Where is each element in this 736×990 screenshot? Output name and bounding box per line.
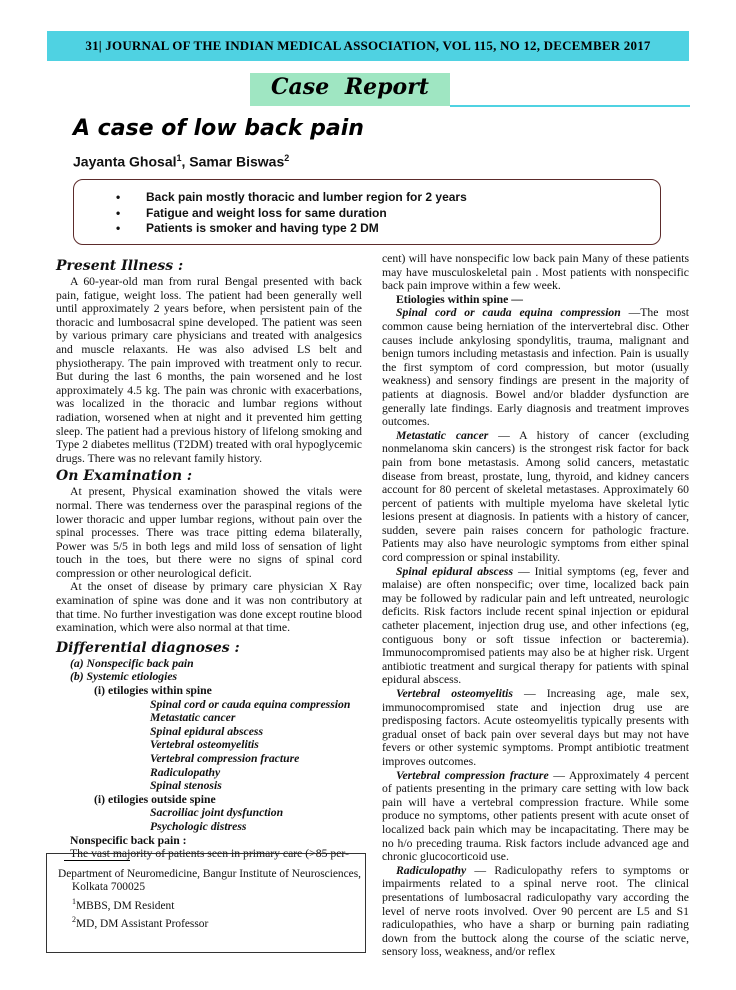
continued-text: cent) will have nonspecific low back pain Many of these patients may have musculoskeletal pain . Most patients with nonspecific back pain improve within a few week. (382, 252, 689, 293)
author-list (73, 153, 289, 170)
examination-heading: On Examination : (56, 468, 193, 485)
etiology-paragraph (382, 565, 689, 687)
differential-entry: Vertebral osteomyelitis (150, 738, 259, 752)
etiology-paragraph (382, 864, 689, 959)
footnote-rule (64, 860, 130, 861)
author-name: Samar Biswas (189, 153, 285, 170)
highlights-list (116, 190, 467, 237)
etiology-term: Vertebral osteomyelitis (396, 687, 513, 700)
differential-entry: Spinal epidural abscess (150, 724, 263, 738)
author-separator: , (181, 153, 190, 170)
etiology-paragraph (382, 429, 689, 565)
footnote-text: MBBS, DM Resident (76, 899, 175, 912)
present-illness-heading: Present Illness : (56, 258, 184, 274)
differential-entry: Spinal stenosis (150, 779, 222, 793)
etiology-text: — Initial symptoms (eg, fever and malaise) are often nonspecific; over time, localized back pain may be followed by radicular pain and left untreated, neurologic deficits. Risk factors include recent spinal injection or epidural catheter placement, injection drug use, and other infections (eg, contiguous bony or soft tissue infection or bacteremia). Immunocompromised patients may also be at higher risk. Urgent antibiotic treatment and surgical therapy for patients with spinal epidural abscess. (382, 564, 689, 687)
etiology-text: — Increasing age, male sex, immunocompromised state and injection drug use are predisposing factors. Acute osteomyelitis typically presents with gradual onset of back pain over several days but may not have fevers or other systemic symptoms. Prompt antibiotic treatment improves outcomes. (382, 687, 689, 768)
differential-entry: Metastatic cancer (150, 711, 236, 725)
etiology-paragraph (382, 306, 689, 428)
etiology-term: Spinal epidural abscess (396, 564, 514, 578)
highlight-text: Patients is smoker and having type 2 DM (146, 221, 379, 235)
examination-paragraph: At present, Physical examination showed the vitals were normal. There was tenderness over the paraspinal regions of the lower thoracic and upper lumbar regions, without pain over the spinal processes. There was trace pitting edema bilaterally, Power was 5/5 in both legs and mild loss of sensation of light touch in the toes, but there were no signs of spinal cord compression or other neurological deficit. (56, 485, 362, 580)
bullet-icon: • (116, 190, 121, 204)
footnote-mark: 1 (72, 896, 76, 906)
etiology-term: Spinal cord or cauda equina compression (396, 306, 621, 320)
author-affiliation-mark: 1 (176, 153, 182, 163)
present-illness-text: A 60-year-old man from rural Bengal presented with back pain, fatigue, weight loss. The patient had been generally well until approximately 2 years before, when persistent pain of the thoracic and lumbosacral spine developed. The patient was seen by various primary care physicians and treated with analgesics and muscle relaxants. He was also advised LS belt and physiotherapy. The pain improved with treatment only to recur. But during the last 6 months, the pain worsened and he lost approximately 4.5 kg. The pain was chronic with exacerbations, was localized in the thoracic and lumbar regions without radiation, worsened when at night and it prevented him getting sleep. The patient had a previous history of lifelong smoking and Type 2 diabetes mellitus (T2DM) treated with oral hypoglycemic drugs. There was no relevant family history. (56, 275, 362, 465)
author-name: Jayanta Ghosal (73, 153, 177, 170)
differential-entry: Sacroiliac joint dysfunction (150, 806, 284, 820)
differential-heading: Differential diagnoses : (56, 639, 240, 656)
etiologies-heading: Etiologies within spine — (396, 292, 523, 306)
header-divider (312, 61, 689, 64)
differential-item: (a) Nonspecific back pain (70, 656, 194, 670)
etiology-text: — Approximately 4 percent of patients presenting in the primary care setting with low back pain will have a vertebral compression fracture. While some produce no symptoms, other patients present with acute onset of localized back pain which may be incapacitating. There may be no h/o preceding trauma. Risk factors include advanced age and chronic glucocorticoid use. (382, 768, 689, 864)
highlight-item (116, 221, 467, 237)
differential-entry: Radiculopathy (150, 765, 221, 779)
bullet-icon: • (116, 205, 121, 220)
section-label-box (250, 73, 450, 106)
section-label: Case Report (271, 74, 429, 100)
affiliation-department: Department of Neuromedicine, Bangur Institute of Neurosciences, (58, 868, 362, 880)
journal-header: 31| JOURNAL OF THE INDIAN MEDICAL ASSOCIATION, VOL 115, NO 12, DECEMBER 2017 (85, 38, 651, 53)
highlight-text: Fatigue and weight loss for same duration (146, 205, 387, 220)
etiology-paragraph (382, 769, 689, 864)
affiliation-note (58, 895, 363, 913)
bullet-icon: • (116, 221, 121, 235)
affiliation-footnote (58, 868, 363, 931)
left-column (56, 257, 362, 861)
right-column (382, 252, 689, 959)
footnote-text: MD, DM Assistant Professor (76, 917, 209, 930)
etiology-text: — Radiculopathy refers to symptoms or impairments related to a spinal nerve root. The clinical presentations of lumbosacral radiculopathy vary according the level of nerve roots involved. Over 90 percent are L5 and S1 radiculopathies, who have a sharp or burning pain radiating down from the buttock along the course of the sciatic nerve, sensory loss, weakness, and/or reflex (382, 863, 689, 959)
affiliation-city: Kolkata 700025 (72, 881, 146, 894)
highlight-text: Back pain mostly thoracic and lumber region for 2 years (146, 190, 467, 204)
nonspecific-text: The vast majority of patients seen in primary care (>85 per- (70, 847, 349, 861)
etiology-term: Vertebral compression fracture (396, 768, 549, 782)
highlights-box (73, 179, 661, 245)
differential-entry: Vertebral compression fracture (150, 752, 300, 765)
etiology-term: Radiculopathy (396, 863, 467, 877)
article-title: A case of low back pain (73, 116, 364, 141)
author-affiliation-mark: 2 (284, 153, 290, 163)
section-rule (450, 105, 690, 107)
highlight-item (116, 206, 467, 222)
journal-header-bar (47, 31, 689, 61)
differential-subgroup: (i) etilogies within spine (94, 684, 212, 698)
etiology-paragraph (382, 687, 689, 769)
affiliation-note (58, 913, 363, 931)
highlight-item (116, 190, 467, 206)
nonspecific-heading: Nonspecific back pain : (70, 833, 187, 847)
etiology-text: — A history of cancer (excluding nonmelanoma skin cancers) is the strongest risk factor for back pain from bone metastasis. Among solid cancers, metastatic disease from breast, prostate, lung, thyroid, and kidney cancers account for 80 percent of skeletal metastases. Approximately 60 percent of patients with multiple myeloma have skeletal lytic lesions present at diagnosis. In patients with a history of cancer, sudden, severe pain raises concern for pathologic fracture. Patients may also have neurologic symptoms from either spinal cord compression or spinal instability. (382, 428, 689, 565)
etiology-term: Metastatic cancer (396, 428, 489, 442)
etiology-text: —The most common cause being herniation of the intervertebral disc. Other causes include ankylosing spondylitis, trauma, malignant and benign tumors including metastasis and infection. Pain is usually the first symptom of cord compression, but motor (usually weakness) and sensory findings are present in the majority of patients at diagnosis. Bowel and/or bladder dysfunction are generally late findings. Early diagnosis and treatment improves outcomes. (382, 306, 689, 429)
differential-entry: Spinal cord or cauda equina compression (150, 697, 351, 711)
differential-entry: Psychologic distress (150, 819, 247, 833)
examination-paragraph: At the onset of disease by primary care physician X Ray examination of spine was done and it was non contributory at that time. No further investigation was done except routine blood examination, which were also normal at that time. (56, 580, 362, 635)
footnote-mark: 2 (72, 915, 76, 925)
differential-subgroup: (i) etilogies outside spine (94, 792, 216, 806)
differential-item: (b) Systemic etiologies (70, 670, 178, 684)
